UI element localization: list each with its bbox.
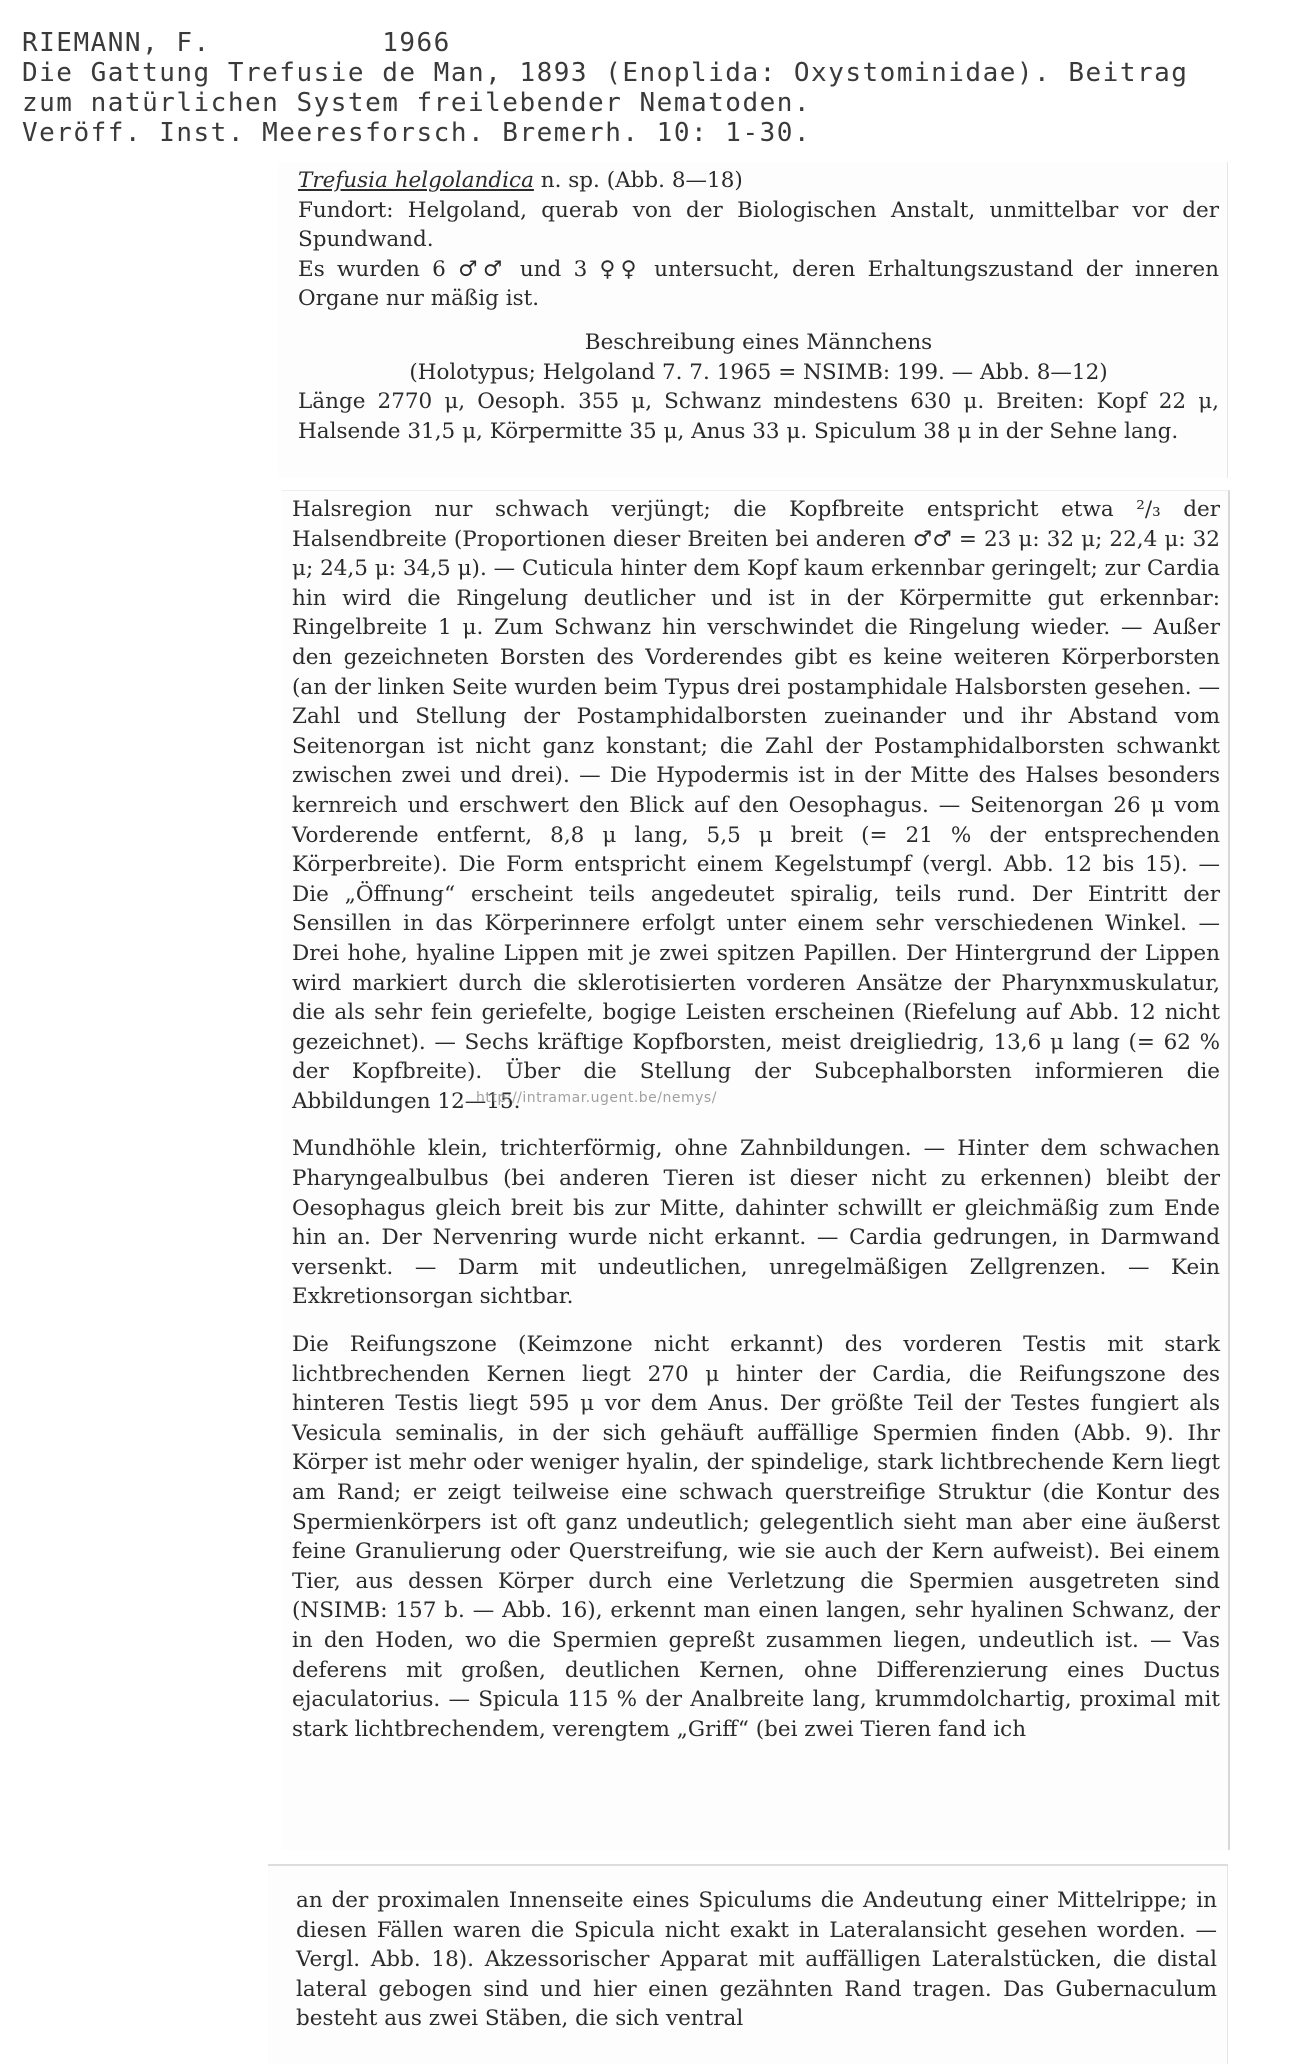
- body-paragraph-1: Halsregion nur schwach verjüngt; die Kopfbreite entspricht etwa ²/₃ der Halsendbreite (Proportionen dieser Breiten bei anderen ♂♂ = 23 μ: 32 μ; 22,4 μ: 32 μ; 24,5 μ: 34,5 μ). — Cuticula hinter dem Kopf kaum erkennbar geringelt; zur Cardia hin wird die Ringelung deutlicher und ist in der Körpermitte gut erkennbar: Ringelbreite 1 μ. Zum Schwanz hin verschwindet die Ringelung wieder. — Außer den gezeichneten Borsten des Vorderendes gibt es keine weiteren Körperborsten (an der linken Seite wurden beim Typus drei postamphidale Halsborsten gesehen. — Zahl und Stellung der Postamphidalborsten zueinander und ihr Abstand vom Seitenorgan ist nicht ganz konstant; die Zahl der Postamphidalborsten schwankt zwischen zwei und drei). — Die Hypodermis ist in der Mitte des Halses besonders kernreich und erschwert den Blick auf den Oesophagus. — Seitenorgan 26 μ vom Vorderende entfernt, 8,8 μ lang, 5,5 μ breit (= 21 % der entsprechenden Körperbreite). Die Form entspricht einem Kegelstumpf (vergl. Abb. 12 bis 15). — Die „Öffnung“ erscheint teils angedeutet spiralig, teils rund. Der Eintritt der Sensillen in das Körperinnere erfolgt unter einem sehr verschiedenen Winkel. — Drei hohe, hyaline Lippen mit je zwei spitzen Papillen. Der Hintergrund der Lippen wird markiert durch die sklerotisierten vorderen Ansätze der Pharynxmuskulatur, die als sehr fein geriefelte, bogige Leisten erscheinen (Riefelung auf Abb. 12 nicht gezeichnet). — Sechs kräftige Kopfborsten, meist dreigliedrig, 13,6 μ lang (= 62 % der Kopfbreite). Über die Stellung der Subcephalborsten informieren die Abbildungen 12—15.: [292, 497, 1220, 1114]
- citation-journal: Veröff. Inst. Meeresforsch. Bremerh. 10: 1-30.: [22, 118, 812, 148]
- citation-author-year: RIEMANN, F. 1966: [22, 28, 451, 58]
- species-suffix: n. sp. (Abb. 8—18): [533, 168, 743, 193]
- clipping-description-header: [278, 162, 1228, 478]
- paragraph-gap: [292, 1116, 1220, 1134]
- species-heading: [298, 166, 1219, 196]
- species-name: Trefusia helgolandica: [298, 168, 534, 193]
- body-paragraph-2: Mundhöhle klein, trichterförmig, ohne Zahnbildungen. — Hinter dem schwachen Pharyngealbulbus (bei anderen Tieren ist dieser nicht zu erkennen) bleibt der Oesophagus gleich breit bis zur Mitte, dahinter schwillt er gleichmäßig zum Ende hin an. Der Nervenring wurde nicht erkannt. — Cardia gedrungen, in Darmwand versenkt. — Darm mit undeutlichen, unregelmäßigen Zellgrenzen. — Kein Exkretionsorgan sichtbar.: [292, 1136, 1220, 1310]
- paragraph-gap: [292, 1312, 1220, 1330]
- untersucht-text: Es wurden 6 ♂♂ und 3 ♀♀ untersucht, deren Erhaltungszustand der inneren Organe nur mäßig ist.: [298, 256, 1219, 312]
- clipping-continuation: [268, 1864, 1228, 2064]
- citation-title-line-2: zum natürlichen System freilebender Nematoden.: [22, 88, 812, 118]
- citation-header: [22, 28, 1272, 148]
- fundort-text: Fundort: Helgoland, querab von der Biologischen Anstalt, unmittelbar vor der Spundwand.: [298, 197, 1219, 253]
- clipping-main-body: [282, 490, 1230, 1850]
- citation-title-line-1: Die Gattung Trefusie de Man, 1893 (Enoplida: Oxystominidae). Beitrag: [22, 58, 1189, 88]
- measurements-text: Länge 2770 μ, Oesoph. 355 μ, Schwanz mindestens 630 μ. Breiten: Kopf 22 μ, Halsende 31,5 μ, Körpermitte 35 μ, Anus 33 μ. Spiculum 38 μ in der Sehne lang.: [298, 389, 1219, 444]
- holotypus-text: (Holotypus; Helgoland 7. 7. 1965 = NSIMB: 199. — Abb. 8—12): [409, 359, 1108, 385]
- beschreibung-title: Beschreibung eines Männchens: [584, 329, 933, 355]
- continuation-paragraph: an der proximalen Innenseite eines Spiculums die Andeutung einer Mittelrippe; in diesen Fällen waren die Spicula nicht exakt in Lateralansicht gesehen worden. — Vergl. Abb. 18). Akzessorischer Apparat mit auffälligen Lateralstücken, die distal lateral gebogen sind und hier einen gezähnten Rand tragen. Das Gubernaculum besteht aus zwei Stäben, die sich ventral: [296, 1888, 1217, 2032]
- watermark-url: http://intramar.ugent.be/nemys/: [476, 1090, 717, 1106]
- body-paragraph-3: Die Reifungszone (Keimzone nicht erkannt) des vorderen Testis mit stark lichtbrechenden Kernen liegt 270 μ hinter der Cardia, die Reifungszone des hinteren Testis liegt 595 μ vor dem Anus. Der größte Teil der Testes fungiert als Vesicula seminalis, in der sich gehäuft auffällige Spermien finden (Abb. 9). Ihr Körper ist mehr oder weniger hyalin, der spindelige, stark lichtbrechende Kern liegt am Rand; er zeigt teilweise eine schwach querstreifige Struktur (die Kontur des Spermienkörpers ist oft ganz undeutlich; gelegentlich sieht man aber eine äußerst feine Granulierung oder Querstreifung, wie sie auch der Kern aufweist). Bei einem Tier, aus dessen Körper durch eine Verletzung die Spermien ausgetreten sind (NSIMB: 157 b. — Abb. 16), erkennt man einen langen, sehr hyalinen Schwanz, der in den Hoden, wo die Spermien gepreßt zusammen liegen, undeutlich ist. — Vas deferens mit großen, deutlichen Kernen, ohne Differenzierung eines Ductus ejaculatorius. — Spicula 115 % der Analbreite lang, krummdolchartig, proximal mit stark lichtbrechendem, verengtem „Griff“ (bei zwei Tieren fand ich: [292, 1332, 1220, 1742]
